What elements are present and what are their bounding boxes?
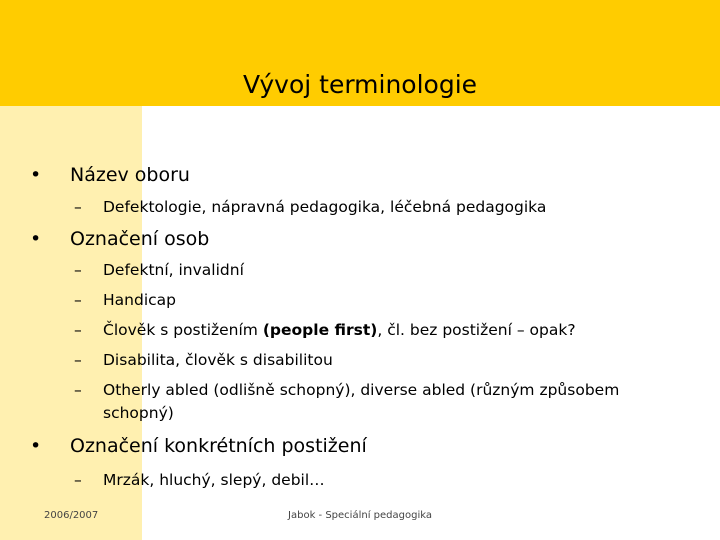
dash-icon: –: [74, 261, 82, 279]
sub-item-text-before: Člověk s postižením: [103, 321, 263, 339]
dash-icon: –: [74, 198, 82, 216]
bullet-label: Označení osob: [70, 228, 210, 250]
dash-icon: –: [74, 351, 82, 369]
dash-icon: –: [74, 291, 82, 309]
sub-item-text: Disabilita, člověk s disabilitou: [103, 351, 333, 369]
sub-item-text: [103, 319, 576, 341]
footer-date: 2006/2007: [44, 510, 99, 521]
sub-item-text: Otherly abled (odlišně schopný), diverse abled (různým způsobem: [103, 381, 620, 399]
bullet-dot-icon: •: [30, 435, 42, 457]
dash-icon: –: [74, 381, 82, 399]
sub-item-text: Mrzák, hluchý, slepý, debil…: [103, 471, 325, 489]
sub-item-text: Defektní, invalidní: [103, 261, 244, 279]
bullet-label: Název oboru: [70, 164, 190, 186]
bullet-label: Označení konkrétních postižení: [70, 435, 367, 457]
sub-item-text: schopný): [103, 404, 174, 422]
sub-item-text: Defektologie, nápravná pedagogika, léčebná pedagogika: [103, 198, 547, 216]
sub-item-text: Handicap: [103, 291, 176, 309]
slide-title: Vývoj terminologie: [242, 70, 478, 99]
sub-item-text-after: , čl. bez postižení – opak?: [377, 321, 576, 339]
bullet-dot-icon: •: [30, 228, 42, 250]
footer-center-text: Jabok - Speciální pedagogika: [288, 510, 432, 521]
people-first-bold: (people first): [262, 321, 378, 339]
dash-icon: –: [74, 321, 82, 339]
dash-icon: –: [74, 471, 82, 489]
bullet-dot-icon: •: [30, 164, 42, 186]
